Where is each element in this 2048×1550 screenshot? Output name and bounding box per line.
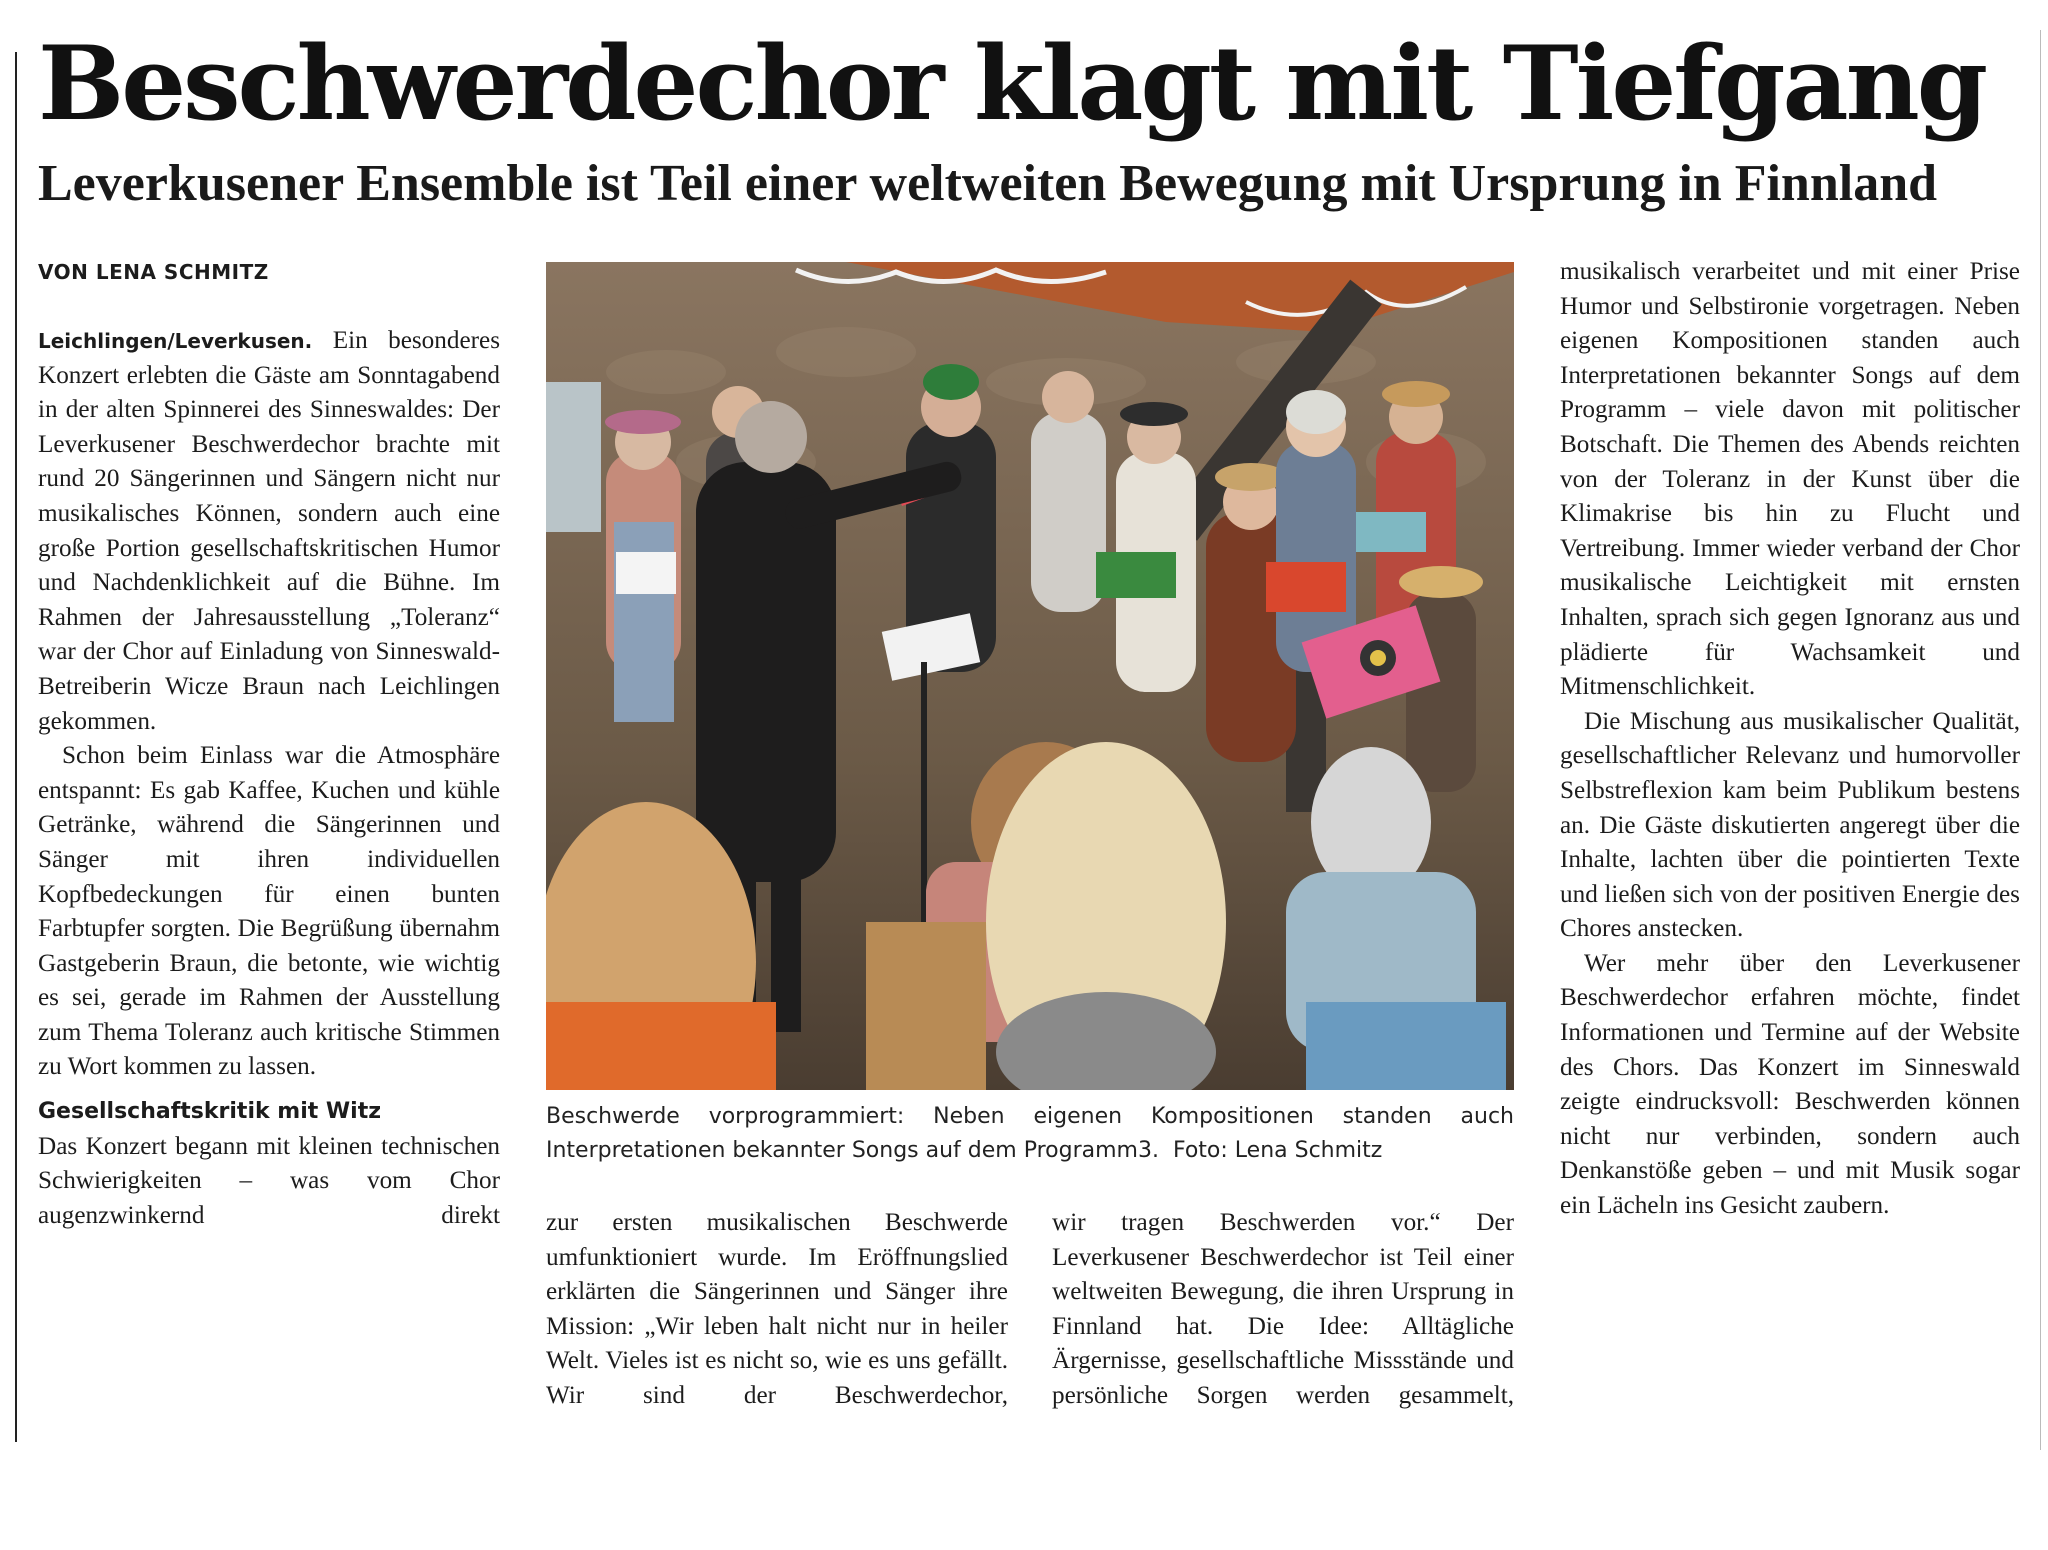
paragraph-movement: wir tragen Beschwerden vor.“ Der Leverkusener Beschwerdechor ist Teil einer weltweiten Bewegung, die ihren Ursprung in Finnland hat. Die Idee: Alltägliche Ärgernisse, gesellschaftliche Missstände und persönliche Sorgen werden gesammelt, xyxy=(1052,1209,1514,1409)
article-column-4 xyxy=(1560,255,2020,1224)
article-column-2 xyxy=(546,1206,1008,1414)
photo-caption xyxy=(546,1100,1514,1168)
article-byline: VON LENA SCHMITZ xyxy=(38,260,269,284)
paragraph-reception: Die Mischung aus musikalischer Qualität, gesellschaftlicher Relevanz und humorvoller Selbstreflexion kam beim Publikum bestens an. Die Gäste diskutierten angeregt über die Inhalte, lachten über die pointierten Texte und ließen sich von der positiven Energie des Chores anstecken. xyxy=(1560,707,2020,943)
article-column-1 xyxy=(38,324,500,1233)
choir-concert-photo xyxy=(546,262,1514,1090)
paragraph-concert-start: Das Konzert begann mit kleinen technischen Schwierigkeiten – was vom Chor augenzwinkernd direkt xyxy=(38,1132,500,1229)
left-column-rule xyxy=(15,52,17,1442)
paragraph-intro xyxy=(38,324,500,739)
photo-credit: Foto: Lena Schmitz xyxy=(1172,1138,1383,1163)
article-subheadline: Leverkusener Ensemble ist Teil einer weltweiten Bewegung mit Ursprung in Finnland xyxy=(38,155,1938,212)
photo-caption-text: Beschwerde vorprogrammiert: Neben eigenen Kompositionen standen auch Interpretationen bekannter Songs auf dem Programm3. xyxy=(546,1104,1514,1163)
paragraph-atmosphere: Schon beim Einlass war die Atmosphäre entspannt: Es gab Kaffee, Kuchen und kühle Getränke, während die Sängerinnen und Sänger mit ihren individuellen Kopfbedeckungen für einen bunten Farbtupfer sorgten. Die Begrüßung übernahm Gastgeberin Braun, die betonte, wie wichtig es sei, gerade im Rahmen der Ausstellung zum Thema Toleranz auch kritische Stimmen zu Wort kommen zu lassen. xyxy=(38,742,500,1081)
paragraph-intro-text: Ein besonderes Konzert erlebten die Gäste am Sonntagabend in der alten Spinnerei des Sinneswaldes: Der Leverkusener Beschwerdechor brachte mit rund 20 Sängerinnen und Sängern nicht nur musikalisches Können, sondern auch eine große Portion gesellschaftskritischen Humor und Nachdenklichkeit auf die Bühne. Im Rahmen der Jahresausstellung „Toleranz“ war der Chor auf Einladung von Sinneswald-Betreiberin Wicze Braun nach Leichlingen gekommen. xyxy=(38,327,500,735)
paragraph-opening-song: zur ersten musikalischen Beschwerde umfunktioniert wurde. Im Eröffnungslied erklärten die Sängerinnen und Sänger ihre Mission: „Wir leben halt nicht nur in heiler Welt. Vieles ist es nicht so, wie es uns gefällt. Wir sind der Beschwerdechor, xyxy=(546,1209,1008,1409)
article-column-3 xyxy=(1052,1206,1514,1414)
section-subheading: Gesellschaftskritik mit Witz xyxy=(38,1099,382,1125)
paragraph-closing: Wer mehr über den Leverkusener Beschwerdechor erfahren möchte, findet Informationen und Termine auf der Website des Chors. Das Konzert im Sinneswald zeigte eindrucksvoll: Beschwerden können nicht nur verbinden, sondern auch Denkanstöße geben – und mit Musik sogar ein Lächeln ins Gesicht zaubern. xyxy=(1560,949,2020,1220)
paragraph-program: musikalisch verarbeitet und mit einer Prise Humor und Selbstironie vorgetragen. Neben eigenen Kompositionen standen auch Interpretationen bekannter Songs auf dem Programm – viele davon mit politischer Botschaft. Die Themen des Abends reichten von der Toleranz in der Kunst über die Klimakrise bis hin zu Flucht und Vertreibung. Immer wieder verband der Chor musikalische Leichtigkeit mit ernsten Inhalten, sprach sich gegen Ignoranz aus und plädierte für Wachsamkeit und Mitmenschlichkeit. xyxy=(1560,258,2020,701)
article-headline: Beschwerdechor klagt mit Tiefgang xyxy=(38,24,1986,144)
dateline: Leichlingen/Leverkusen. xyxy=(38,329,313,353)
right-page-edge xyxy=(2040,30,2041,1450)
